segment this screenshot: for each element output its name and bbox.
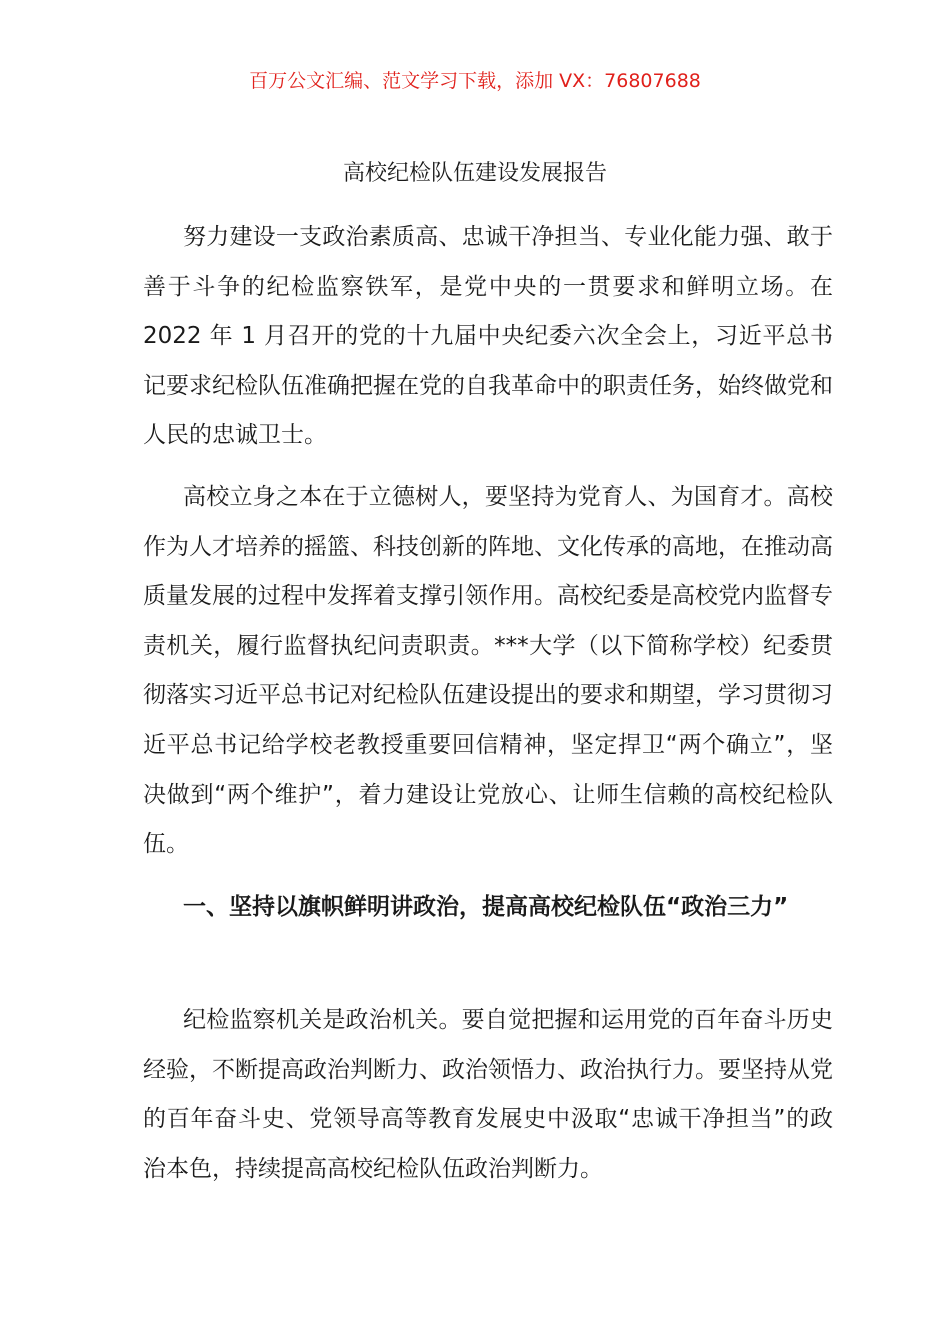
- paragraph-1: 努力建设一支政治素质高、忠诚干净担当、专业化能力强、敢于善于斗争的纪检监察铁军，是党中央的一贯要求和鲜明立场。在 2022 年 1 月召开的党的十九届中央纪委六次全会上，习近平总书记要求纪检队伍准确把握在党的自我革命中的职责任务，始终做党和人民的忠诚卫士。: [143, 224, 833, 449]
- paragraph-2: 高校立身之本在于立德树人，要坚持为党育人、为国育才。高校作为人才培养的摇篮、科技创新的阵地、文化传承的高地，在推动高质量发展的过程中发挥着支撑引领作用。高校纪委是高校党内监督专责机关，履行监督执纪问责职责。***大学（以下简称学校）纪委贯彻落实习近平总书记对纪检队伍建设提出的要求和期望，学习贯彻习近平总书记给学校老教授重要回信精神，坚定捍卫“两个确立”，坚决做到“两个维护”，着力建设让党放心、让师生信赖的高校纪检队伍。: [143, 484, 833, 858]
- promo-banner: 百万公文汇编、范文学习下载，添加 VX：76807688: [249, 70, 701, 92]
- paragraph-intro: [143, 213, 833, 461]
- section-heading: [143, 883, 833, 933]
- section-body: [143, 996, 833, 1194]
- paragraph-universities: [143, 473, 833, 870]
- section-1-paragraph: 纪检监察机关是政治机关。要自觉把握和运用党的百年奋斗历史经验，不断提高政治判断力、政治领悟力、政治执行力。要坚持从党的百年奋斗史、党领导高等教育发展史中汲取“忠诚干净担当”的政治本色，持续提高高校纪检队伍政治判断力。: [143, 1007, 833, 1182]
- document-title: 高校纪检队伍建设发展报告: [342, 161, 607, 186]
- section-1-heading: 一、坚持以旗帜鲜明讲政治，提高高校纪检队伍“政治三力”: [183, 894, 789, 920]
